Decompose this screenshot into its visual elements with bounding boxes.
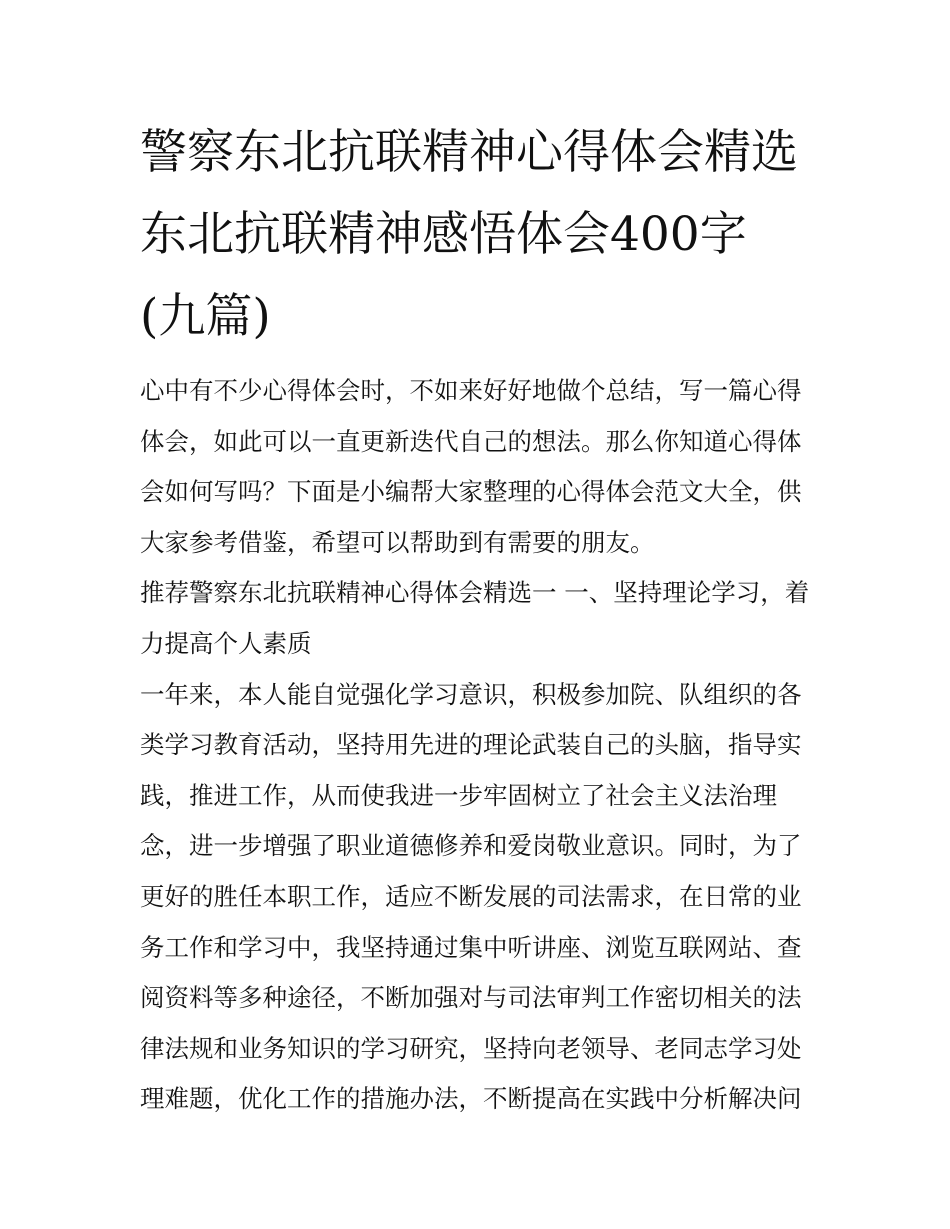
body-paragraph: 一年来，本人能自觉强化学习意识，积极参加院、队组织的各类学习教育活动，坚持用先进的理论武装自己的头脑，指导实践，推进工作，从而使我进一步牢固树立了社会主义法治理念，进一步增强了职业道德修养和爱岗敬业意识。同时，为了更好的胜任本职工作，适应不断发展的司法需求，在日常的业务工作和学习中，我坚持通过集中听讲座、浏览互联网站、查阅资料等多种途径，不断加强对与司法审判工作密切相关的法律法规和业务知识的学习研究，坚持向老领导、老同志学习处理难题，优化工作的措施办法，不断提高在实践中分析解决问	[140, 679, 802, 1114]
document-title: 警察东北抗联精神心得体会精选 东北抗联精神感悟体会400字(九篇)	[140, 125, 798, 344]
intro-paragraph: 心中有不少心得体会时，不如来好好地做个总结，写一篇心得体会，如此可以一直更新迭代自己的想法。那么你知道心得体会如何写吗？下面是小编帮大家整理的心得体会范文大全，供大家参考借鉴，希望可以帮助到有需要的朋友。	[140, 376, 802, 557]
document-page	[140, 112, 812, 1125]
section-heading: 推荐警察东北抗联精神心得体会精选一 一、坚持理论学习，着力提高个人素质	[140, 578, 810, 658]
